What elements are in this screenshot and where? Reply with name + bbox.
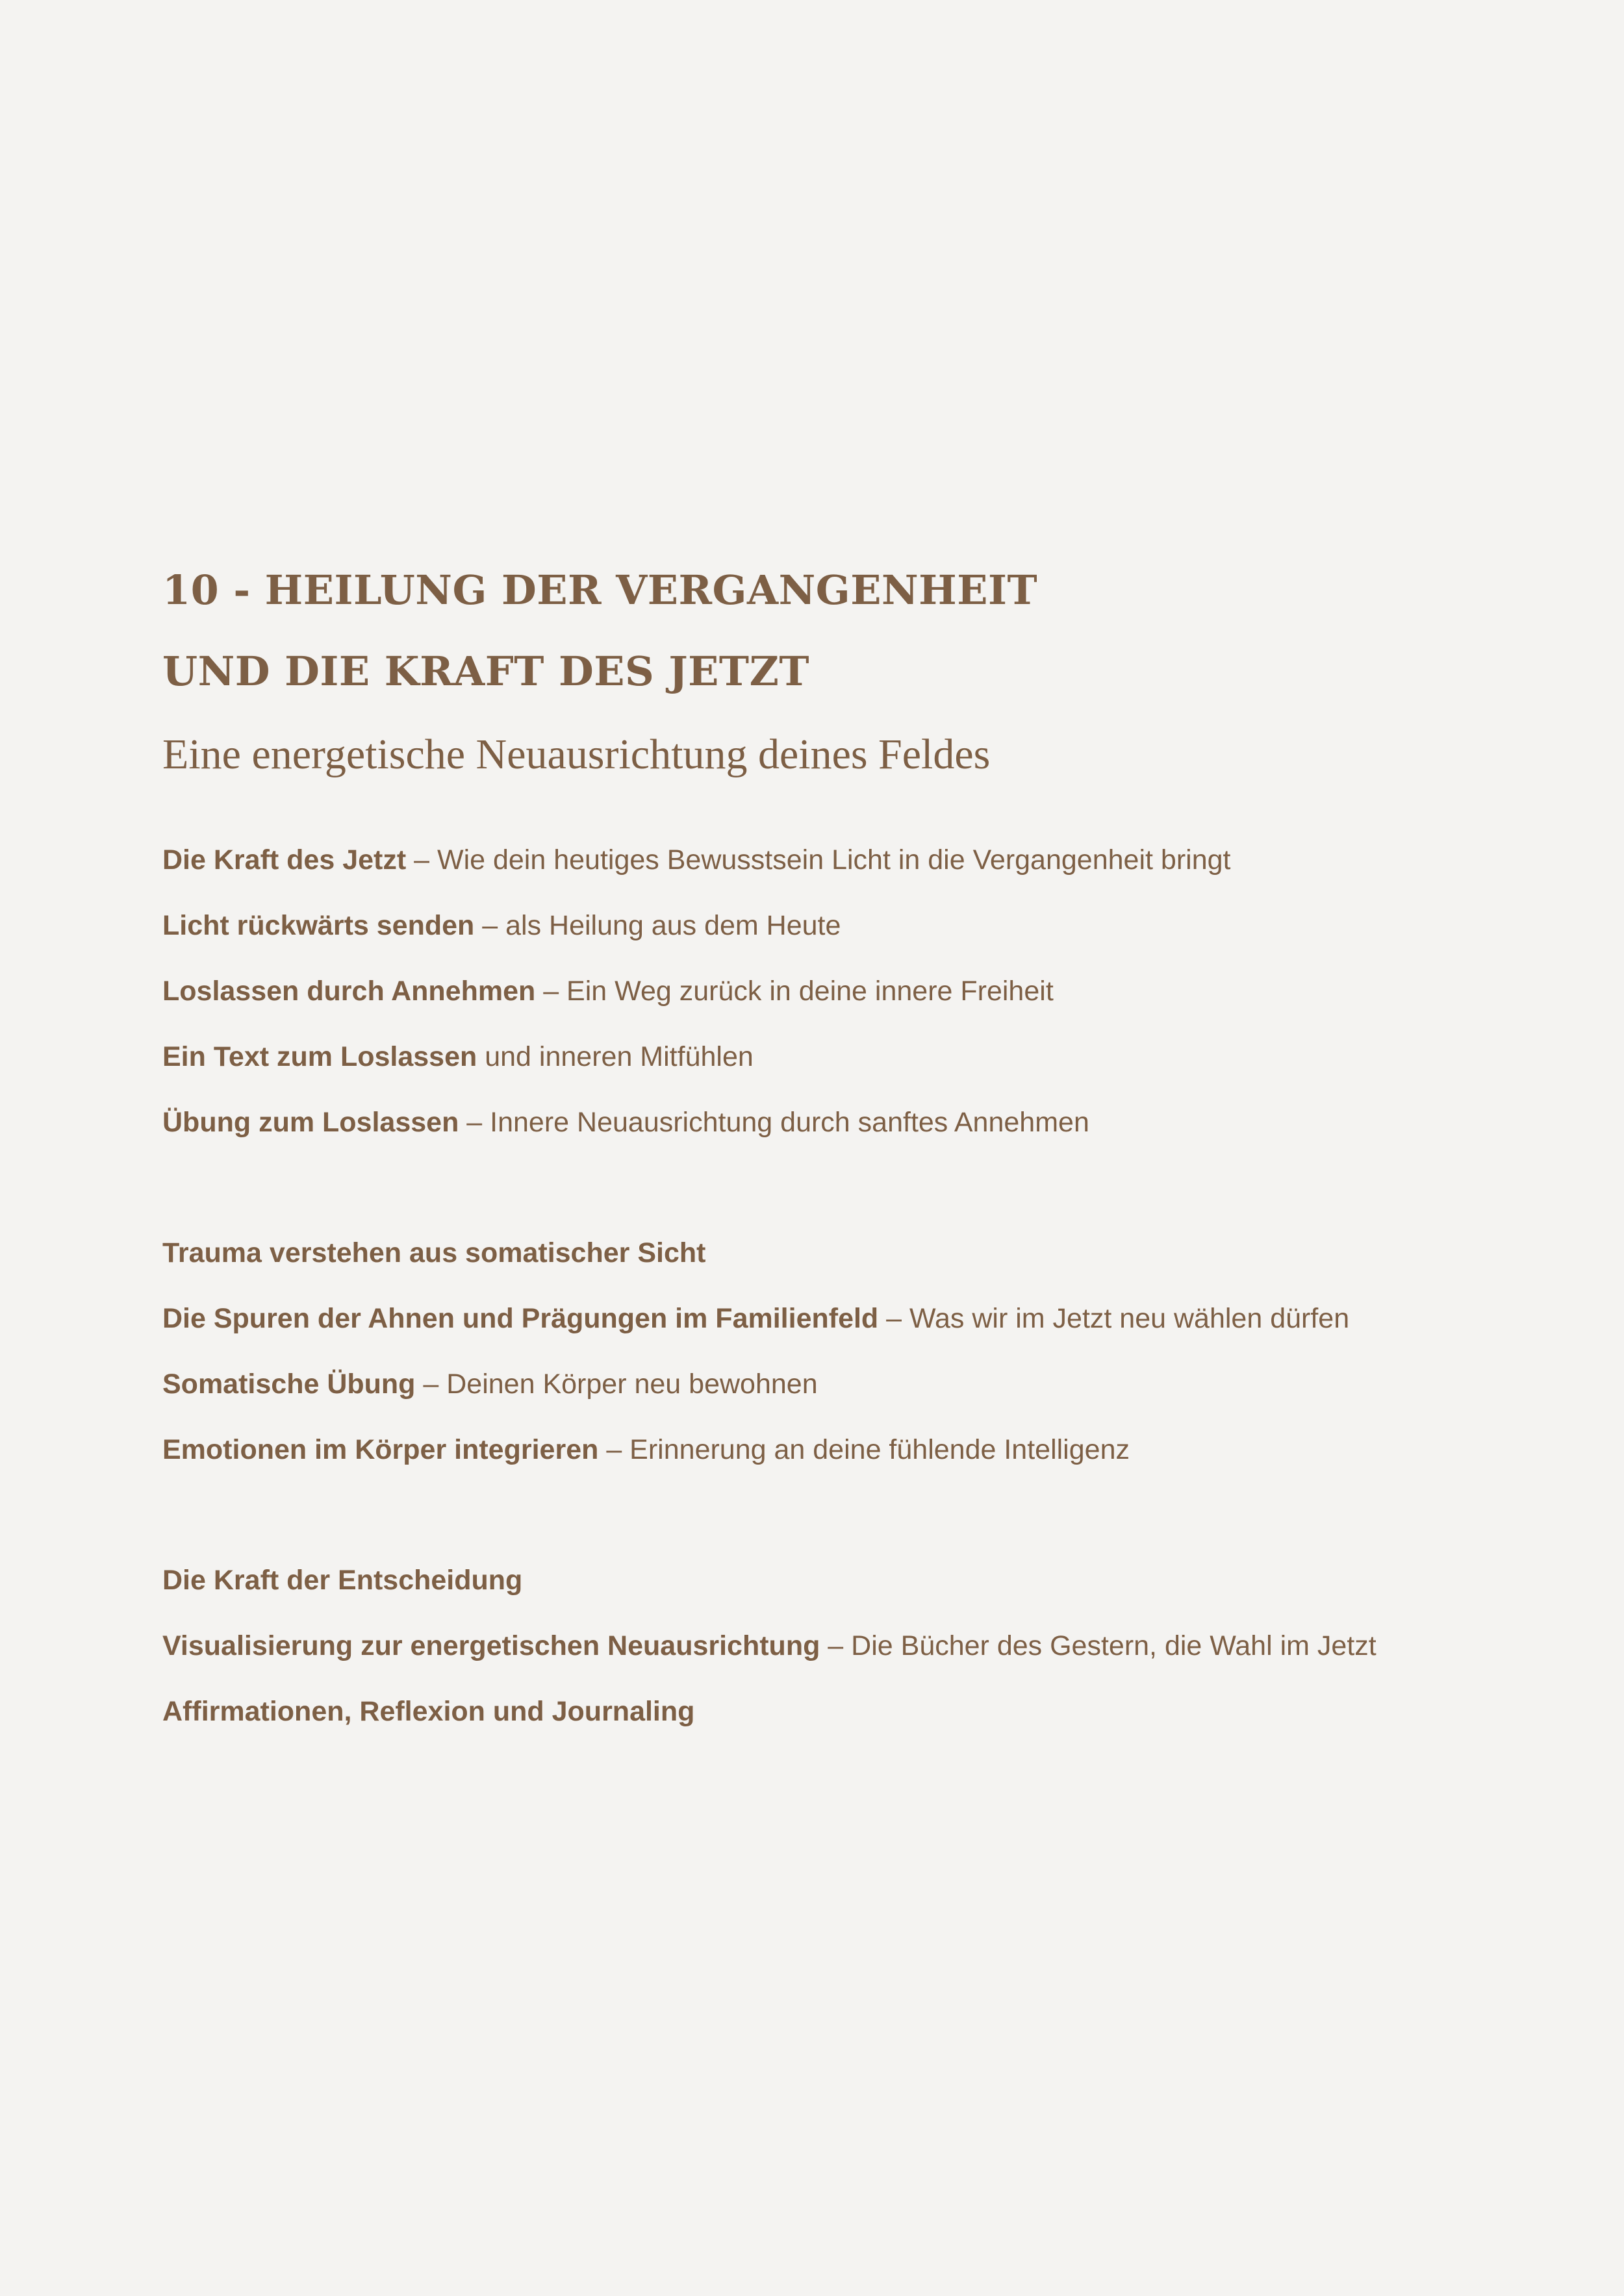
toc-item <box>162 1564 522 1598</box>
toc-item-title: Übung zum Loslassen <box>162 1107 459 1138</box>
toc-item-title: Emotionen im Körper integrieren <box>162 1434 599 1465</box>
toc-item-title: Die Spuren der Ahnen und Prägungen im Familienfeld <box>162 1303 879 1334</box>
chapter-title-line-1: 10 - HEILUNG DER VERGANGENHEIT <box>162 566 1038 614</box>
toc-item-title: Die Kraft des Jetzt <box>162 844 407 876</box>
toc-item-title: Somatische Übung <box>162 1369 416 1400</box>
toc-item-description: und inneren Mitfühlen <box>477 1041 754 1072</box>
toc-item <box>162 909 841 943</box>
toc-item-description: – Innere Neuausrichtung durch sanftes Annehmen <box>459 1107 1089 1138</box>
toc-item-description: – Was wir im Jetzt neu wählen dürfen <box>878 1303 1350 1334</box>
toc-item <box>162 975 1054 1009</box>
toc-item <box>162 1433 1130 1467</box>
toc-item <box>162 1237 705 1270</box>
toc-item-title: Visualisierung zur energetischen Neuausrichtung <box>162 1630 820 1661</box>
toc-item <box>162 1302 1349 1336</box>
toc-item-description: – Die Bücher des Gestern, die Wahl im Jetzt <box>820 1630 1377 1661</box>
chapter-subtitle: Eine energetische Neuausrichtung deines Feldes <box>162 731 991 778</box>
toc-item <box>162 1106 1089 1140</box>
toc-item-description: – Erinnerung an deine fühlende Intelligenz <box>598 1434 1130 1465</box>
toc-item-title: Die Kraft der Entscheidung <box>162 1565 523 1596</box>
toc-item-description: – Ein Weg zurück in deine innere Freiheit <box>535 976 1054 1007</box>
toc-item-title: Ein Text zum Loslassen <box>162 1041 477 1072</box>
toc-item <box>162 844 1230 877</box>
chapter-title-line-2: UND DIE KRAFT DES JETZT <box>162 648 809 695</box>
toc-item-description: – Deinen Körper neu bewohnen <box>415 1369 818 1400</box>
toc-item-title: Affirmationen, Reflexion und Journaling <box>162 1696 695 1727</box>
toc-item <box>162 1368 818 1402</box>
toc-item-description: – Wie dein heutiges Bewusstsein Licht in die Vergangenheit bringt <box>406 844 1231 876</box>
toc-item <box>162 1630 1377 1663</box>
toc-item-description: – als Heilung aus dem Heute <box>474 910 841 941</box>
toc-item-title: Loslassen durch Annehmen <box>162 976 536 1007</box>
toc-item <box>162 1695 694 1729</box>
toc-item-title: Licht rückwärts senden <box>162 910 475 941</box>
toc-item-title: Trauma verstehen aus somatischer Sicht <box>162 1237 706 1268</box>
toc-item <box>162 1041 754 1074</box>
